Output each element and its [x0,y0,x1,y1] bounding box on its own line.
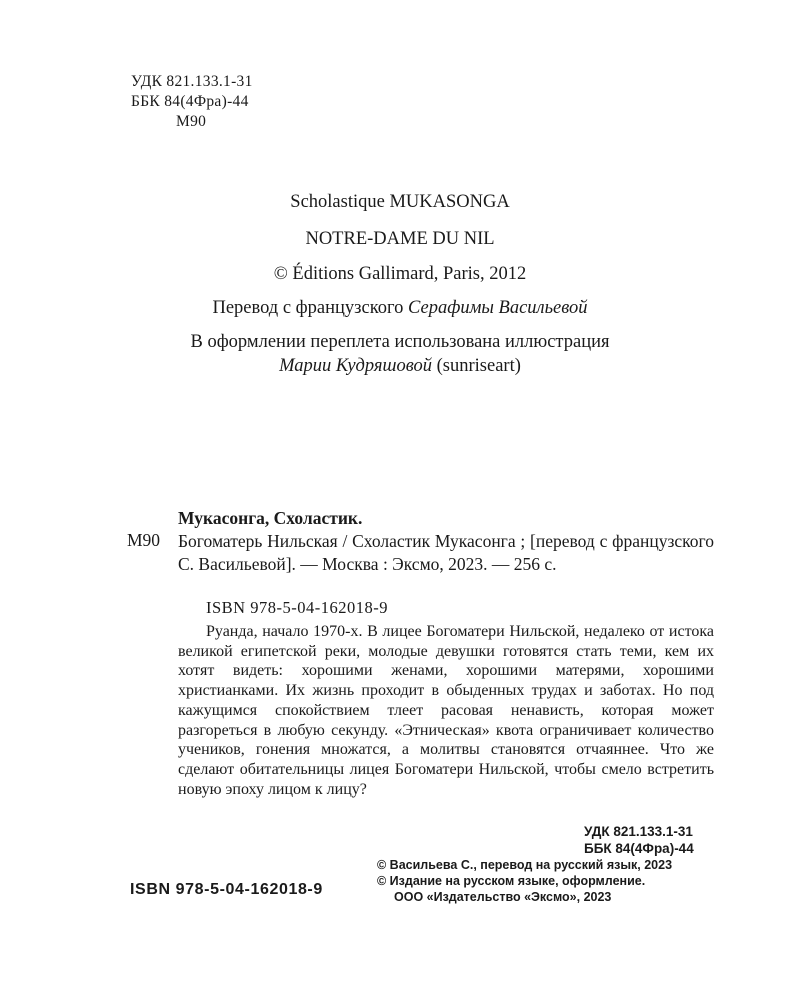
illustrator-name: Марии Кудряшовой [279,356,432,376]
udk-code: УДК 821.133.1-31 [131,73,253,90]
bbk-code: ББК 84(4Фра)-44 [131,93,249,110]
footer-isbn: ISBN 978-5-04-162018-9 [130,881,323,898]
card-classification [584,823,694,857]
illustration-credit [0,330,800,378]
translation-credit [0,296,800,320]
original-title: NOTRE-DAME DU NIL [305,229,495,249]
translation-prefix: Перевод с французского [212,298,409,318]
copyright-block [377,857,672,905]
translator-name: Серафимы Васильевой [408,298,588,318]
original-author: Scholastique MUKASONGA [290,192,510,212]
card-author-mark: М90 [127,530,161,550]
copyright-edition: © Издание на русском языке, оформление. [377,874,646,888]
card-udk: УДК 821.133.1-31 [584,824,693,839]
copyright-publisher: ООО «Издательство «Эксмо», 2023 [394,890,612,904]
card-isbn: ISBN 978-5-04-162018-9 [206,598,388,617]
card-annotation: Руанда, начало 1970-х. В лицее Богоматери Нильской, недалеко от истока великой египетской реки, молодые девушки готовятся стать теми, кем их хотят видеть: хорошими женами, хорошими матерями, хорошими христианками. Их жизнь проходит в обыденных трудах и заботах. Но под кажущимся спокойствием тлеет расовая ненависть, которая может разгореться в любую секунду. «Этническая» квота ограничивает количество учеников, гонения множатся, а молитвы становятся отчаяннее. Что же сделают обитательницы лицея Богоматери Нильской, чтобы смело встретить новую эпоху лицом к лицу? [178,623,714,798]
illustrator-handle: (sunriseart) [432,356,521,376]
card-author-heading: Мукасонга, Схоластик. [178,508,363,528]
author-mark: М90 [176,113,207,130]
card-description: Богоматерь Нильская / Схоластик Мукасонга ; [перевод с французского С. Васильевой]. — Москва : Эксмо, 2023. — 256 с. [178,531,714,574]
illustration-line: В оформлении переплета использована иллюстрация [190,332,610,352]
classification-block [131,72,253,132]
card-bbk: ББК 84(4Фра)-44 [584,841,694,856]
original-copyright: © Éditions Gallimard, Paris, 2012 [273,264,527,284]
copyright-translation: © Васильева С., перевод на русский язык, 2023 [377,858,673,872]
